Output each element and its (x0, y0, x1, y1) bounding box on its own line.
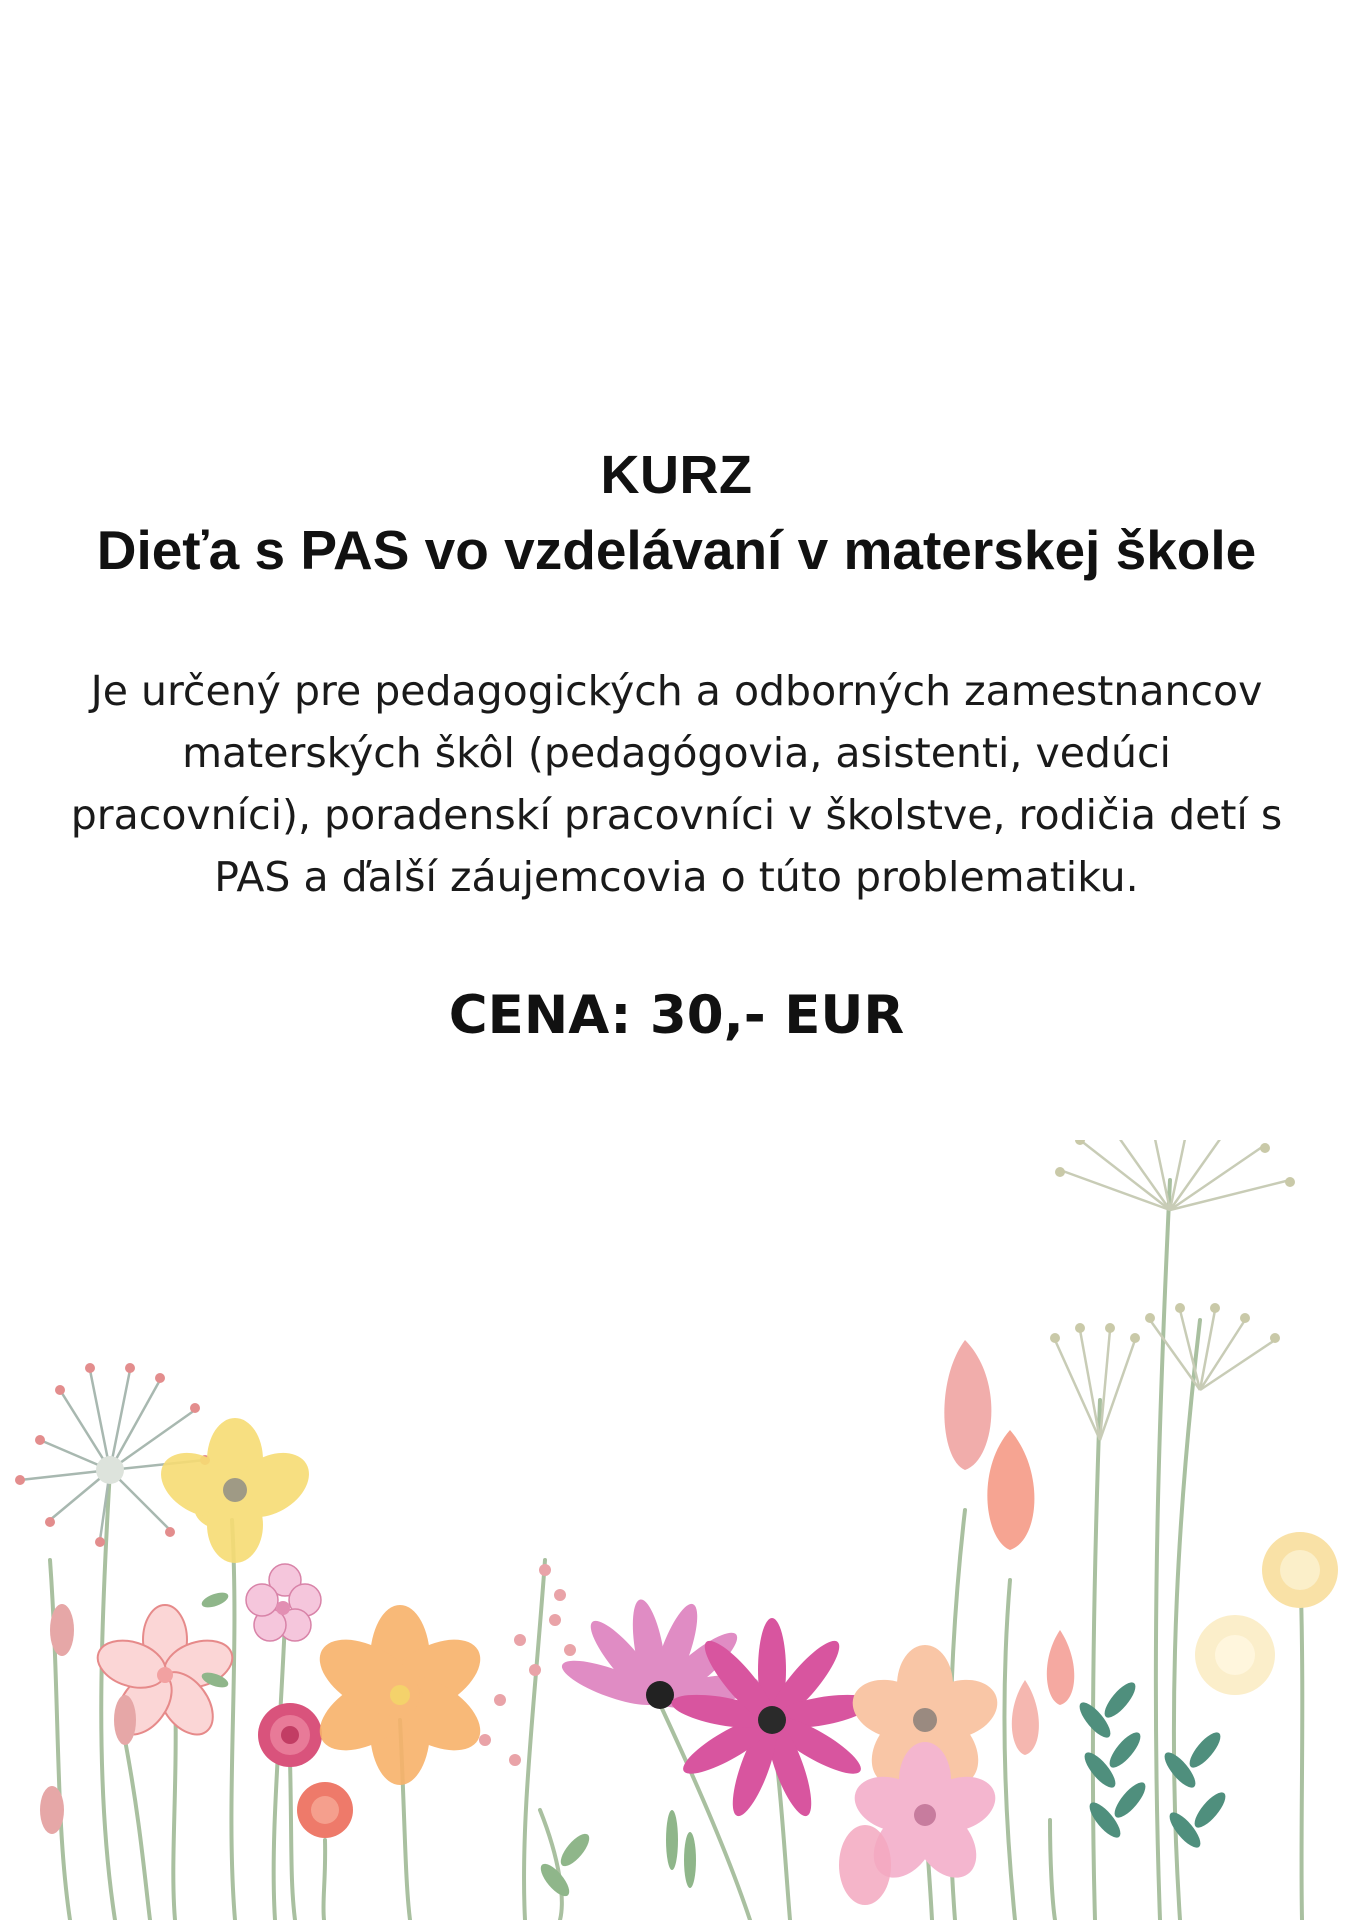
description-line: materských škôl (pedagógovia, asistenti, vedúci (182, 729, 1171, 777)
description-line: pracovníci), poradenskí pracovníci v školstve, rodičia detí s (70, 791, 1283, 839)
title-block (0, 440, 1353, 590)
course-description (60, 660, 1293, 908)
floral-illustration (0, 1140, 1353, 1920)
description-line: PAS a ďalší záujemcovia o túto problematiku. (214, 853, 1139, 901)
price: CENA: 30,- EUR (448, 985, 905, 1046)
description-line: Je určený pre pedagogických a odborných zamestnancov (90, 667, 1263, 715)
course-title: Dieťa s PAS vo vzdelávaní v materskej škole (96, 519, 1257, 581)
course-label: KURZ (600, 445, 753, 505)
